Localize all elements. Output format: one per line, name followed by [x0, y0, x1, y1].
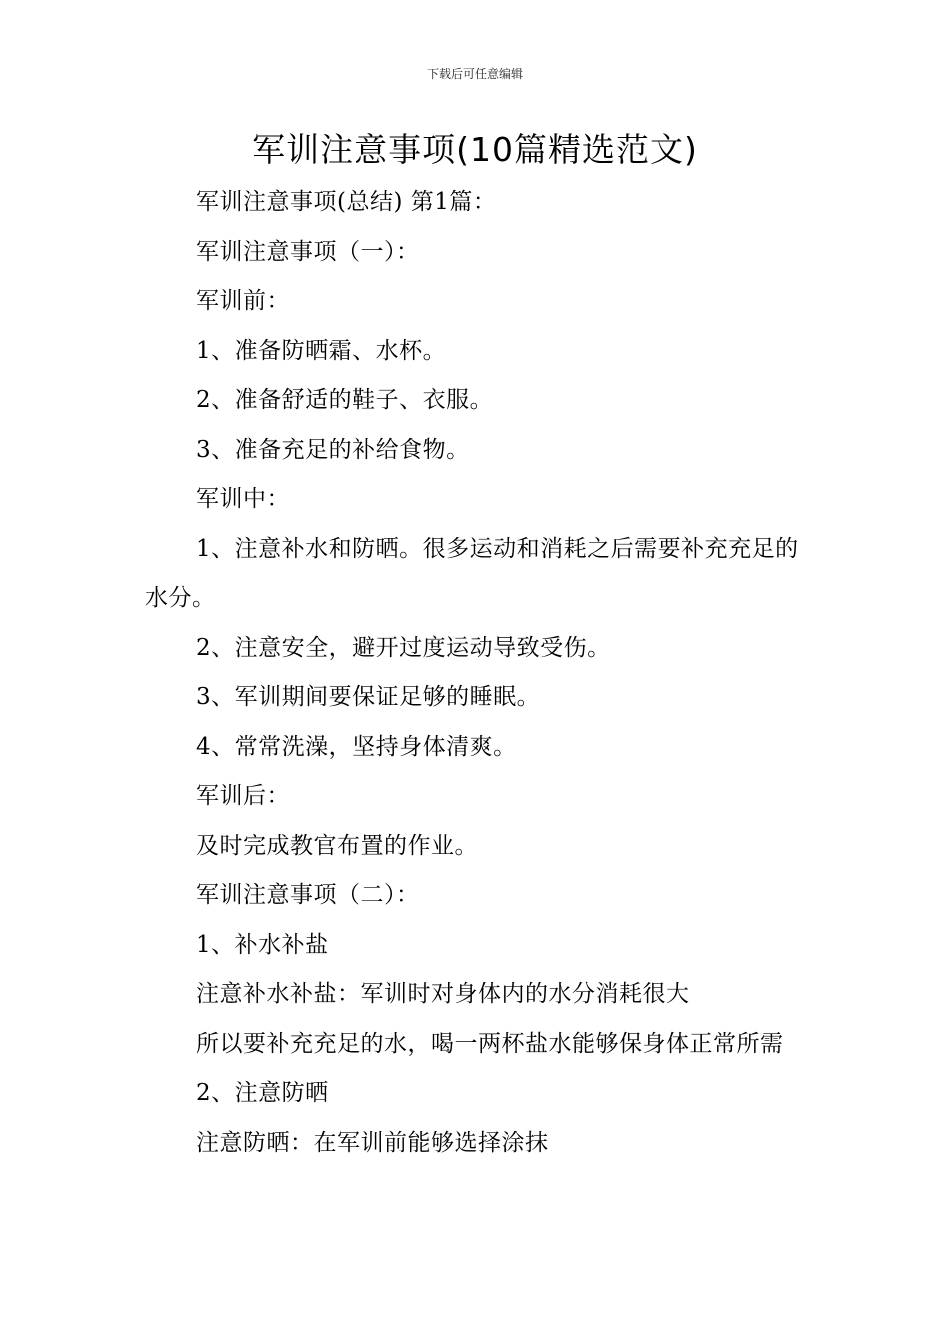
paragraph-before-training: 军训前： [196, 288, 290, 314]
paragraph-item: 1、准备防晒霜、水杯。 [196, 337, 447, 364]
paragraph-section-one-heading: 军训注意事项（一）： [196, 238, 420, 265]
paragraph-item: 1、补水补盐 [196, 931, 329, 958]
paragraph-summary-heading: 军训注意事项(总结) 第1篇： [196, 189, 497, 215]
paragraph-item: 3、军训期间要保证足够的睡眠。 [196, 684, 541, 710]
document-title: 军训注意事项(10篇精选范文) [252, 130, 698, 169]
paragraph-after-training: 军训后： [196, 783, 290, 809]
paragraph-section-two-heading: 军训注意事项（二）： [196, 882, 420, 908]
paragraph-item: 3、准备充足的补给食物。 [196, 436, 470, 463]
paragraph-item: 注意防晒：在军训前能够选择涂抹 [196, 1129, 549, 1156]
paragraph-item: 及时完成教官布置的作业。 [196, 832, 478, 859]
paragraph-during-training: 军训中： [196, 486, 290, 512]
page-header-note: 下载后可任意编辑 [426, 67, 523, 81]
paragraph-item: 2、准备舒适的鞋子、衣服。 [196, 387, 494, 413]
paragraph-item: 注意补水补盐：军训时对身体内的水分消耗很大 [196, 981, 690, 1007]
paragraph-item: 1、注意补水和防晒。很多运动和消耗之后需要补充充足的水分。 [145, 535, 799, 611]
document-body [145, 178, 810, 1168]
paragraph-item: 2、注意安全，避开过度运动导致受伤。 [196, 634, 611, 661]
paragraph-item: 4、常常洗澡，坚持身体清爽。 [196, 733, 517, 760]
paragraph-item: 2、注意防晒 [196, 1080, 329, 1106]
paragraph-item: 所以要补充充足的水，喝一两杯盐水能够保身体正常所需 [196, 1030, 784, 1057]
